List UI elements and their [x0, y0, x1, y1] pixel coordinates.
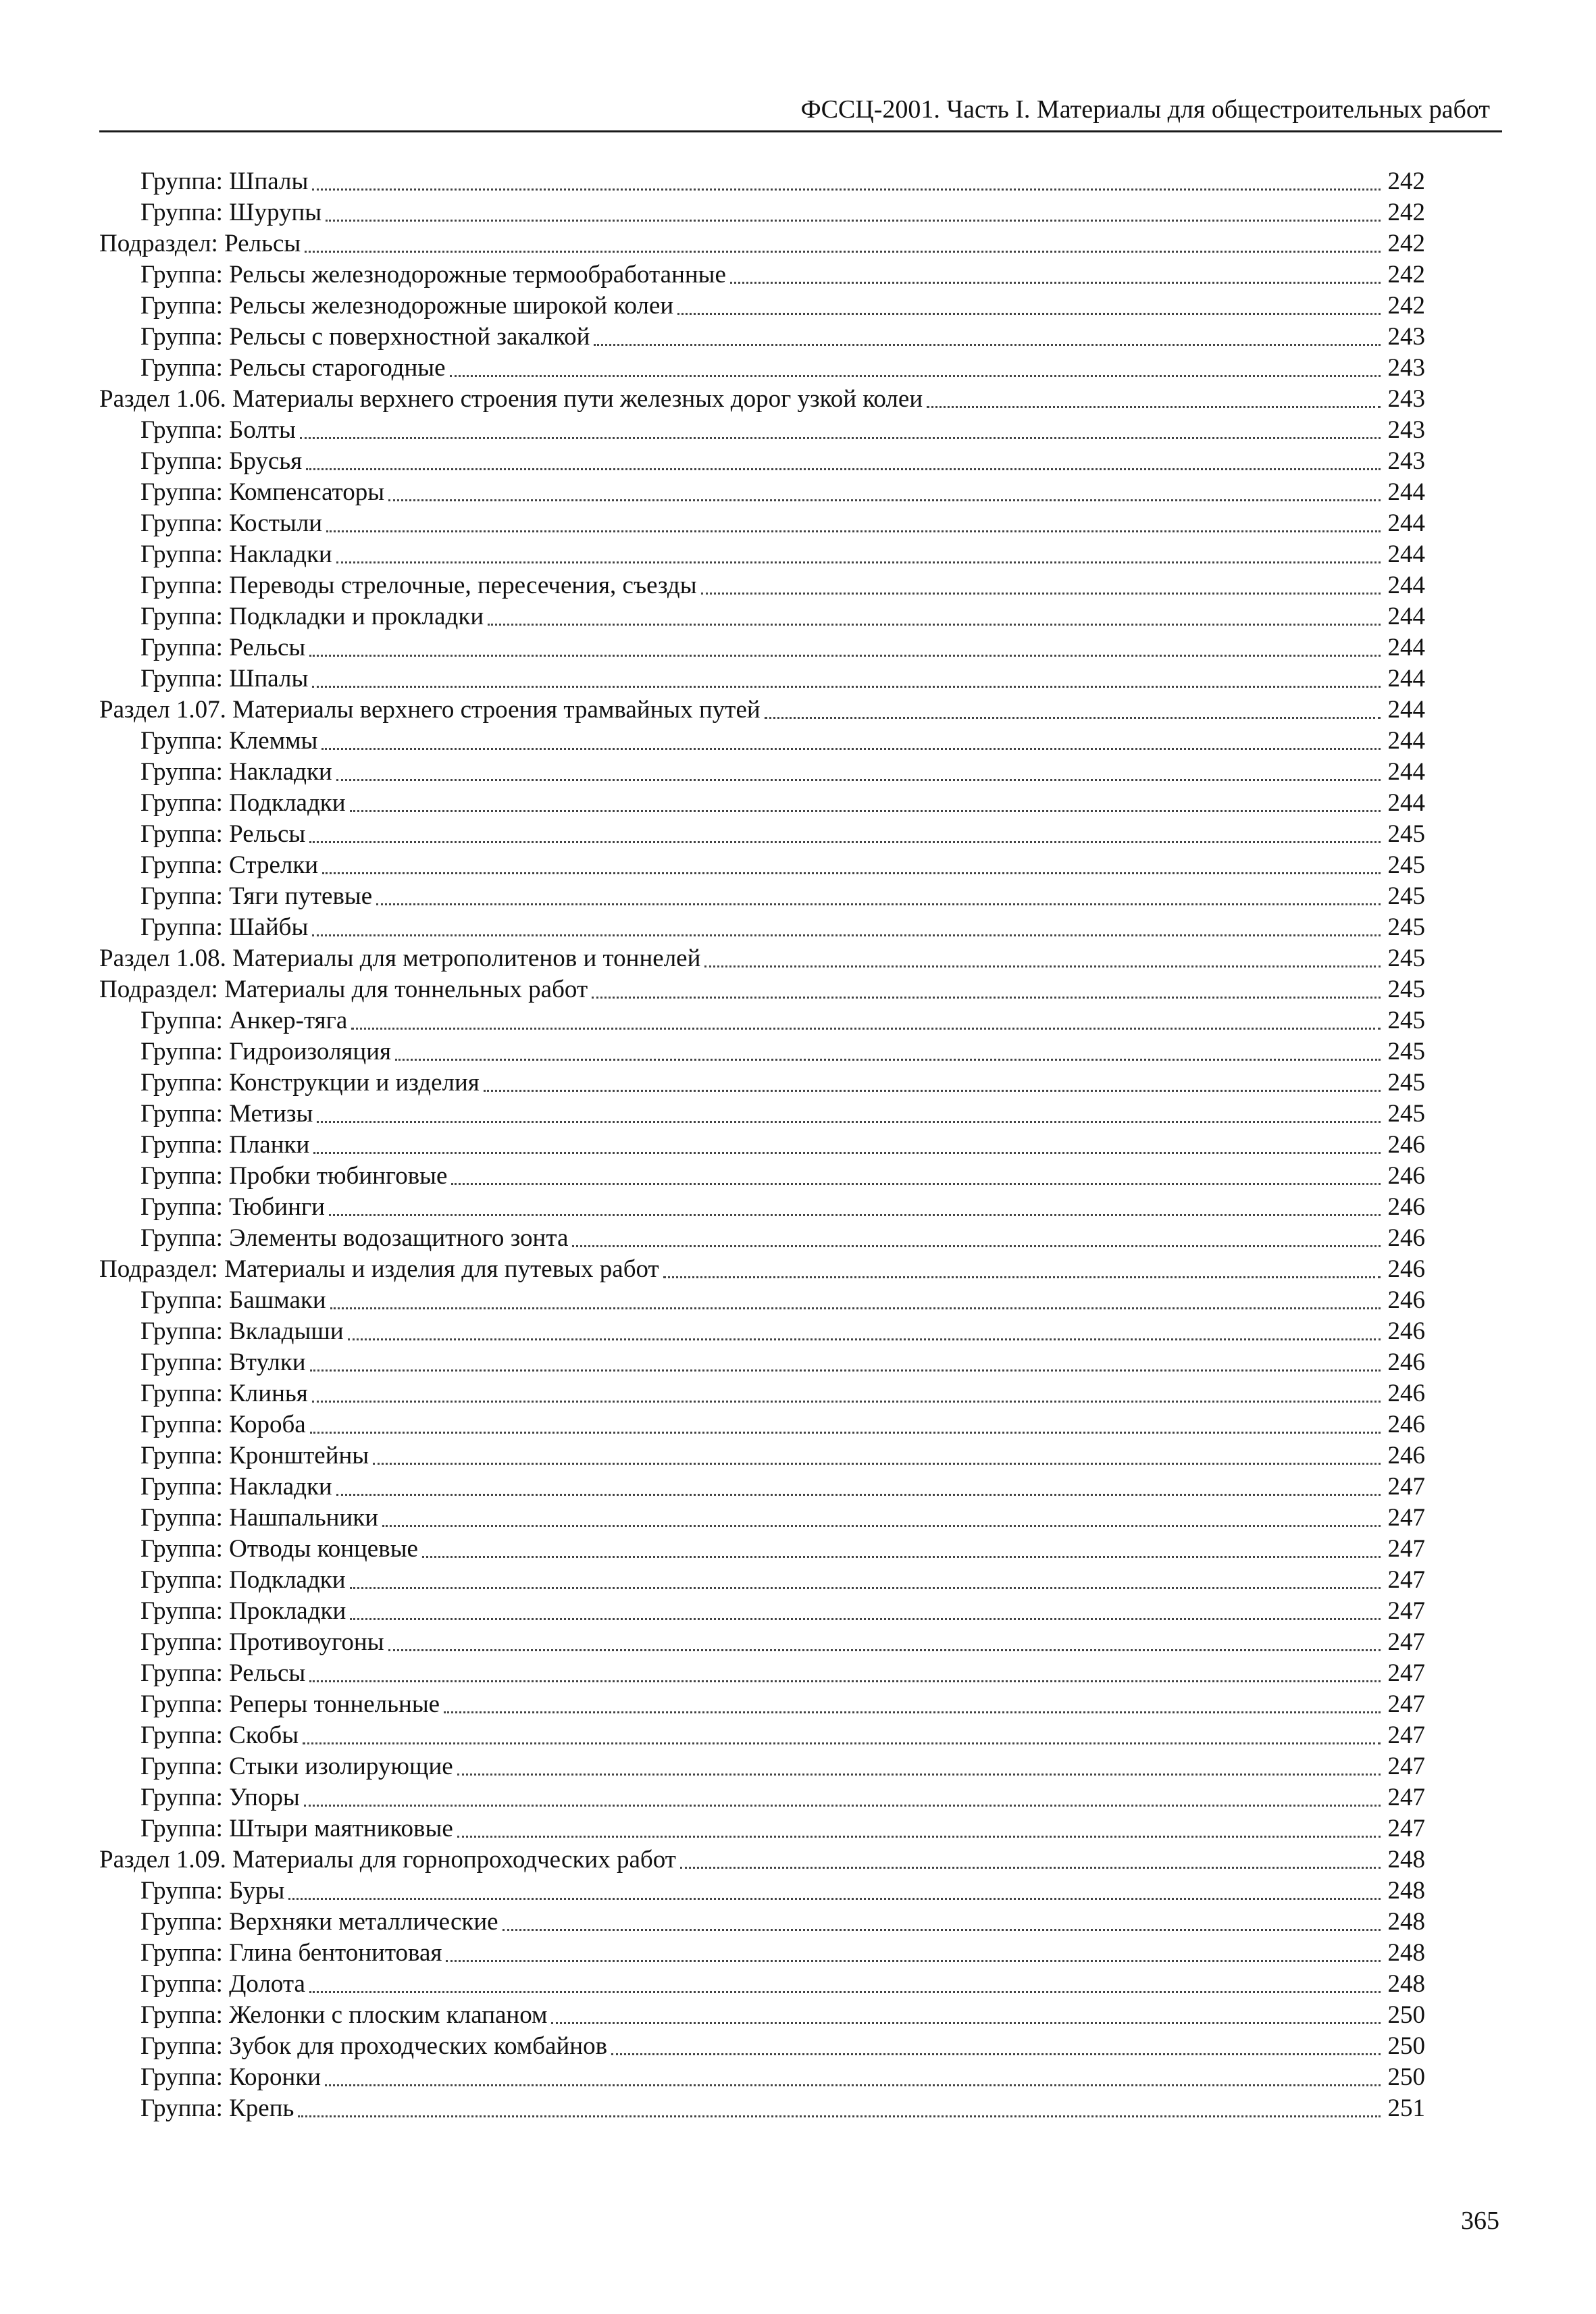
toc-entry	[99, 943, 1425, 974]
dot-leader	[312, 1401, 1381, 1403]
dot-leader	[303, 1742, 1381, 1744]
toc-entry-page: 243	[1387, 385, 1425, 413]
toc-entry-title: Группа: Подкладки	[140, 1566, 346, 1594]
dot-leader	[310, 1369, 1381, 1372]
toc-entry-title: Группа: Желонки с плоским клапаном	[140, 2001, 548, 2029]
toc-entry-title: Группа: Рельсы	[140, 820, 306, 848]
dot-leader	[350, 1618, 1381, 1620]
dot-leader	[305, 251, 1381, 253]
toc-entry-page: 245	[1387, 945, 1425, 972]
toc-entry	[99, 228, 1425, 259]
toc-entry-page: 246	[1387, 1380, 1425, 1407]
toc-entry-title: Группа: Кронштейны	[140, 1442, 369, 1469]
toc-entry	[99, 819, 1425, 850]
toc-entry-page: 247	[1387, 1628, 1425, 1656]
toc-entry-page: 247	[1387, 1597, 1425, 1625]
dot-leader	[313, 1152, 1381, 1154]
dot-leader	[457, 1774, 1381, 1776]
dot-leader	[611, 2053, 1381, 2055]
toc-entry	[99, 1720, 1425, 1751]
toc-entry-page: 245	[1387, 1007, 1425, 1034]
dot-leader	[310, 1432, 1381, 1434]
toc-entry-title: Группа: Рельсы железнодорожные широкой колеи	[140, 292, 674, 320]
toc-entry-title: Группа: Конструкции и изделия	[140, 1069, 480, 1097]
toc-entry	[99, 1596, 1425, 1627]
toc-entry-page: 247	[1387, 1815, 1425, 1842]
page-number: 365	[1461, 2207, 1499, 2235]
toc-entry-title: Группа: Элементы водозащитного зонта	[140, 1224, 569, 1252]
toc-entry-page: 246	[1387, 1317, 1425, 1345]
toc-entry	[99, 1409, 1425, 1440]
toc-entry-title: Группа: Короба	[140, 1411, 306, 1438]
dot-leader	[322, 872, 1381, 874]
dot-leader	[326, 220, 1381, 222]
toc-entry-title: Группа: Нашпальники	[140, 1504, 379, 1532]
dot-leader	[592, 997, 1381, 999]
dot-leader	[730, 282, 1381, 284]
dot-leader	[350, 1587, 1381, 1589]
toc-entry-title: Раздел 1.06. Материалы верхнего строения пути железных дорог узкой колеи	[99, 385, 923, 413]
toc-entry	[99, 2000, 1425, 2031]
toc-entry-title: Подраздел: Рельсы	[99, 230, 301, 257]
toc-entry-page: 248	[1387, 1970, 1425, 1998]
toc-entry	[99, 1565, 1425, 1596]
toc-entry-title: Группа: Стрелки	[140, 851, 319, 879]
toc-entry	[99, 1534, 1425, 1565]
toc-entry-title: Группа: Стыки изолирующие	[140, 1753, 453, 1780]
toc-entry-title: Группа: Вкладыши	[140, 1317, 344, 1345]
dot-leader	[309, 841, 1381, 843]
toc-entry-page: 247	[1387, 1659, 1425, 1687]
dot-leader	[388, 1649, 1381, 1651]
toc-entry	[99, 570, 1425, 601]
toc-entry	[99, 663, 1425, 695]
toc-entry-title: Группа: Долота	[140, 1970, 305, 1998]
toc-entry-page: 245	[1387, 976, 1425, 1003]
toc-entry-title: Группа: Болты	[140, 416, 296, 444]
toc-entry-title: Группа: Башмаки	[140, 1286, 326, 1314]
toc-entry-page: 245	[1387, 882, 1425, 910]
dot-leader	[451, 1183, 1381, 1185]
toc-entry	[99, 2062, 1425, 2093]
dot-leader	[336, 561, 1381, 563]
toc-entry	[99, 322, 1425, 353]
dot-leader	[336, 1494, 1381, 1496]
toc-entry-page: 247	[1387, 1473, 1425, 1501]
toc-entry-page: 244	[1387, 634, 1425, 661]
toc-entry-title: Группа: Планки	[140, 1131, 310, 1159]
dot-leader	[680, 1867, 1381, 1869]
toc-entry-title: Группа: Рельсы с поверхностной закалкой	[140, 323, 590, 351]
toc-entry	[99, 477, 1425, 508]
toc-entry-page: 245	[1387, 851, 1425, 879]
toc-entry-title: Группа: Анкер-тяга	[140, 1007, 348, 1034]
toc-entry-page: 242	[1387, 199, 1425, 226]
toc-entry	[99, 912, 1425, 943]
toc-entry	[99, 1378, 1425, 1409]
dot-leader	[312, 686, 1381, 688]
toc-entry-page: 244	[1387, 603, 1425, 630]
toc-entry	[99, 539, 1425, 570]
toc-entry-title: Группа: Рельсы железнодорожные термообработанные	[140, 261, 726, 288]
toc-entry-title: Группа: Тюбинги	[140, 1193, 325, 1221]
toc-entry-page: 244	[1387, 540, 1425, 568]
toc-entry	[99, 2031, 1425, 2062]
dot-leader	[395, 1059, 1381, 1061]
toc-entry-page: 244	[1387, 758, 1425, 786]
toc-entry-page: 246	[1387, 1442, 1425, 1469]
toc-entry-page: 243	[1387, 416, 1425, 444]
dot-leader	[382, 1525, 1381, 1527]
toc-entry	[99, 1067, 1425, 1099]
toc-entry	[99, 1192, 1425, 1223]
toc-entry	[99, 1907, 1425, 1938]
toc-entry	[99, 1782, 1425, 1813]
toc-entry-page: 247	[1387, 1721, 1425, 1749]
toc-entry-page: 245	[1387, 1069, 1425, 1097]
toc-entry	[99, 1223, 1425, 1254]
toc-entry-page: 242	[1387, 168, 1425, 195]
dot-leader	[704, 965, 1381, 967]
toc-entry	[99, 788, 1425, 819]
toc-entry	[99, 1440, 1425, 1472]
dot-leader	[594, 344, 1381, 346]
dot-leader	[572, 1245, 1381, 1247]
toc-entry-title: Группа: Шпалы	[140, 665, 309, 693]
toc-entry	[99, 508, 1425, 539]
dot-leader	[348, 1338, 1381, 1340]
toc-entry	[99, 166, 1425, 197]
dot-leader	[351, 1028, 1381, 1030]
toc-entry	[99, 632, 1425, 663]
toc-entry	[99, 446, 1425, 477]
dot-leader	[298, 2115, 1381, 2117]
dot-leader	[488, 624, 1381, 626]
running-header	[99, 93, 1502, 132]
toc-entry-page: 245	[1387, 913, 1425, 941]
toc-entry-title: Группа: Зубок для проходческих комбайнов	[140, 2032, 608, 2060]
dot-leader	[309, 1680, 1381, 1682]
dot-leader	[422, 1556, 1381, 1558]
toc-entry-title: Группа: Шпалы	[140, 168, 309, 195]
toc-entry-title: Группа: Втулки	[140, 1349, 306, 1376]
toc-entry-page: 247	[1387, 1566, 1425, 1594]
toc-entry-title: Группа: Брусья	[140, 447, 303, 475]
toc-entry-title: Группа: Компенсаторы	[140, 478, 385, 506]
running-header-title: ФССЦ-2001. Часть I. Материалы для общестроительных работ	[800, 95, 1490, 124]
toc-entry	[99, 1472, 1425, 1503]
toc-entry-title: Группа: Рельсы	[140, 1659, 306, 1687]
toc-entry-page: 244	[1387, 665, 1425, 693]
dot-leader	[484, 1090, 1381, 1092]
dot-leader	[927, 406, 1381, 408]
toc-entry	[99, 291, 1425, 322]
dot-leader	[329, 1214, 1381, 1216]
toc-entry-page: 247	[1387, 1690, 1425, 1718]
toc-entry	[99, 1969, 1425, 2000]
toc-entry	[99, 601, 1425, 632]
toc-entry-title: Группа: Переводы стрелочные, пересечения, съезды	[140, 572, 697, 599]
toc-entry-title: Группа: Крепь	[140, 2094, 294, 2122]
toc-entry-page: 242	[1387, 230, 1425, 257]
toc-entry-title: Группа: Прокладки	[140, 1597, 346, 1625]
dot-leader	[304, 1805, 1381, 1807]
toc-entry	[99, 353, 1425, 384]
toc-entry-title: Группа: Пробки тюбинговые	[140, 1162, 448, 1190]
toc-entry-page: 246	[1387, 1349, 1425, 1376]
dot-leader	[350, 810, 1381, 812]
toc-entry-title: Группа: Упоры	[140, 1784, 300, 1811]
toc-entry	[99, 974, 1425, 1005]
toc-entry	[99, 1036, 1425, 1067]
toc-entry-title: Группа: Метизы	[140, 1100, 313, 1128]
toc-entry-page: 246	[1387, 1286, 1425, 1314]
dot-leader	[312, 934, 1381, 936]
toc-entry-page: 243	[1387, 447, 1425, 475]
toc-entry	[99, 1316, 1425, 1347]
dot-leader	[551, 2022, 1381, 2024]
toc-entry-page: 246	[1387, 1224, 1425, 1252]
dot-leader	[312, 188, 1381, 191]
toc-entry	[99, 1627, 1425, 1658]
dot-leader	[444, 1711, 1381, 1713]
toc-entry	[99, 1813, 1425, 1844]
toc-entry	[99, 1844, 1425, 1876]
toc-entry-page: 248	[1387, 1846, 1425, 1873]
toc-entry-title: Группа: Подкладки	[140, 789, 346, 817]
toc-entry	[99, 384, 1425, 415]
toc-entry	[99, 757, 1425, 788]
toc-entry	[99, 695, 1425, 726]
toc-entry-title: Группа: Верхняки металлические	[140, 1908, 498, 1936]
toc-entry-page: 247	[1387, 1535, 1425, 1563]
dot-leader	[325, 2084, 1381, 2086]
toc-entry-title: Группа: Шурупы	[140, 199, 322, 226]
toc-entry-page: 246	[1387, 1193, 1425, 1221]
toc-entry-title: Группа: Накладки	[140, 758, 332, 786]
toc-entry-title: Группа: Скобы	[140, 1721, 299, 1749]
toc-entry-title: Группа: Подкладки и прокладки	[140, 603, 484, 630]
dot-leader	[309, 1991, 1381, 1993]
toc-entry-page: 246	[1387, 1131, 1425, 1159]
dot-leader	[336, 779, 1381, 781]
toc-entry	[99, 1347, 1425, 1378]
toc-entry-page: 248	[1387, 1877, 1425, 1905]
toc-entry-title: Группа: Отводы концевые	[140, 1535, 418, 1563]
toc-entry-page: 251	[1387, 2094, 1425, 2122]
dot-leader	[376, 903, 1381, 905]
dot-leader	[326, 530, 1381, 532]
toc-entry	[99, 1658, 1425, 1689]
toc-entry-title: Группа: Буры	[140, 1877, 285, 1905]
dot-leader	[677, 313, 1381, 315]
dot-leader	[450, 375, 1381, 377]
dot-leader	[373, 1463, 1381, 1465]
toc-entry-page: 244	[1387, 509, 1425, 537]
toc-entry-page: 248	[1387, 1939, 1425, 1967]
dot-leader	[446, 1960, 1381, 1962]
toc-entry-page: 244	[1387, 789, 1425, 817]
toc-entry	[99, 197, 1425, 228]
dot-leader	[309, 655, 1381, 657]
toc-entry-page: 243	[1387, 354, 1425, 382]
toc-entry-page: 247	[1387, 1504, 1425, 1532]
toc-entry-title: Раздел 1.09. Материалы для горнопроходческих работ	[99, 1846, 676, 1873]
toc-entry-title: Группа: Коронки	[140, 2063, 321, 2091]
toc-entry-title: Группа: Реперы тоннельные	[140, 1690, 440, 1718]
toc-entry	[99, 1285, 1425, 1316]
toc-entry-title: Группа: Противоугоны	[140, 1628, 384, 1656]
toc-entry-title: Раздел 1.08. Материалы для метрополитенов и тоннелей	[99, 945, 701, 972]
toc-entry-page: 247	[1387, 1784, 1425, 1811]
toc-entry-title: Группа: Штыри маятниковые	[140, 1815, 453, 1842]
toc-entry-page: 246	[1387, 1411, 1425, 1438]
table-of-contents	[99, 166, 1425, 2124]
dot-leader	[317, 1121, 1381, 1123]
toc-entry-page: 247	[1387, 1753, 1425, 1780]
dot-leader	[663, 1276, 1381, 1278]
toc-entry-page: 244	[1387, 572, 1425, 599]
toc-entry	[99, 1503, 1425, 1534]
toc-entry-page: 244	[1387, 478, 1425, 506]
toc-entry-page: 248	[1387, 1908, 1425, 1936]
toc-entry	[99, 1876, 1425, 1907]
dot-leader	[321, 748, 1381, 750]
toc-entry-title: Группа: Накладки	[140, 1473, 332, 1501]
toc-entry	[99, 1099, 1425, 1130]
toc-entry	[99, 850, 1425, 881]
dot-leader	[300, 437, 1381, 439]
toc-entry-title: Группа: Клеммы	[140, 727, 318, 755]
dot-leader	[330, 1307, 1381, 1309]
dot-leader	[306, 468, 1381, 470]
toc-entry-page: 250	[1387, 2001, 1425, 2029]
toc-entry	[99, 1161, 1425, 1192]
toc-entry	[99, 1751, 1425, 1782]
toc-entry	[99, 415, 1425, 446]
toc-entry	[99, 726, 1425, 757]
toc-entry-title: Группа: Клинья	[140, 1380, 308, 1407]
toc-entry-page: 244	[1387, 696, 1425, 724]
toc-entry	[99, 1689, 1425, 1720]
toc-entry-page: 242	[1387, 261, 1425, 288]
dot-leader	[765, 717, 1381, 719]
dot-leader	[503, 1929, 1381, 1931]
toc-entry-page: 246	[1387, 1255, 1425, 1283]
toc-entry-page: 244	[1387, 727, 1425, 755]
toc-entry-title: Подраздел: Материалы и изделия для путевых работ	[99, 1255, 659, 1283]
toc-entry-page: 243	[1387, 323, 1425, 351]
toc-entry	[99, 1130, 1425, 1161]
toc-entry	[99, 259, 1425, 291]
toc-entry	[99, 1005, 1425, 1036]
dot-leader	[388, 499, 1381, 501]
toc-entry	[99, 881, 1425, 912]
toc-entry-page: 250	[1387, 2063, 1425, 2091]
toc-entry-title: Группа: Рельсы старогодные	[140, 354, 446, 382]
toc-entry-title: Подраздел: Материалы для тоннельных работ	[99, 976, 588, 1003]
dot-leader	[288, 1898, 1381, 1900]
dot-leader	[457, 1836, 1381, 1838]
toc-entry-title: Группа: Тяги путевые	[140, 882, 373, 910]
toc-entry-title: Группа: Рельсы	[140, 634, 306, 661]
toc-entry	[99, 1254, 1425, 1285]
toc-entry-title: Группа: Гидроизоляция	[140, 1038, 392, 1065]
toc-entry-title: Группа: Костыли	[140, 509, 323, 537]
toc-entry-title: Группа: Глина бентонитовая	[140, 1939, 442, 1967]
toc-entry-page: 242	[1387, 292, 1425, 320]
toc-entry-title: Группа: Накладки	[140, 540, 332, 568]
toc-entry-page: 250	[1387, 2032, 1425, 2060]
toc-entry-title: Раздел 1.07. Материалы верхнего строения трамвайных путей	[99, 696, 761, 724]
toc-entry-page: 245	[1387, 1038, 1425, 1065]
toc-entry	[99, 2093, 1425, 2124]
toc-entry	[99, 1938, 1425, 1969]
dot-leader	[701, 593, 1381, 595]
toc-entry-title: Группа: Шайбы	[140, 913, 309, 941]
toc-entry-page: 245	[1387, 820, 1425, 848]
toc-entry-page: 246	[1387, 1162, 1425, 1190]
toc-entry-page: 245	[1387, 1100, 1425, 1128]
